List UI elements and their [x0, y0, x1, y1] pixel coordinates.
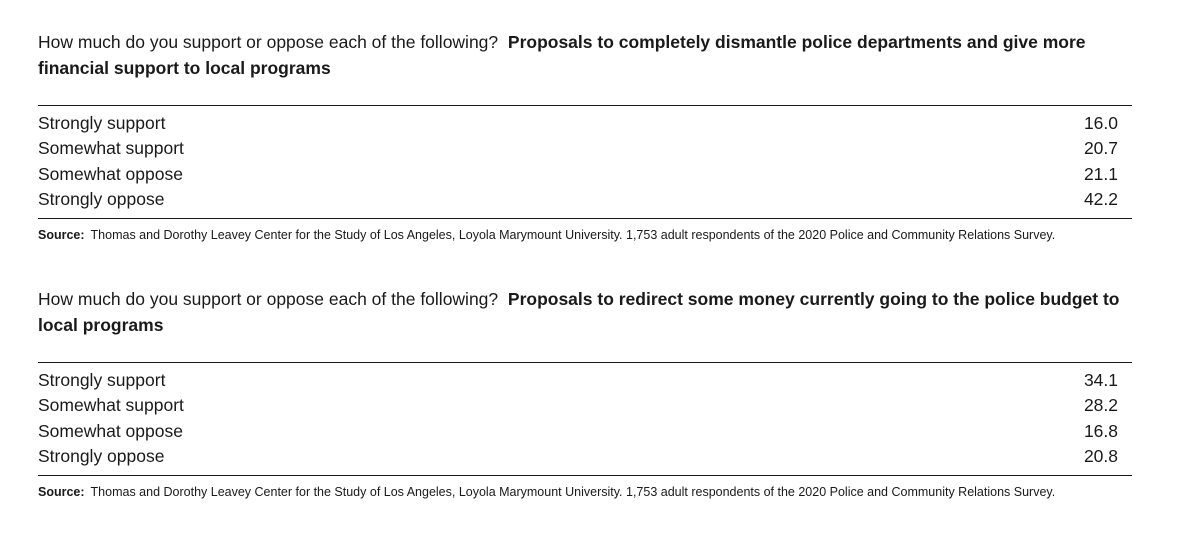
source-label: Source: — [38, 484, 85, 499]
table-row — [38, 162, 1132, 187]
source-text: Thomas and Dorothy Leavey Center for the Study of Los Angeles, Loyola Marymount University. 1,753 adult respondents of the 2020 Police and Community Relations Survey. — [90, 484, 1056, 499]
row-value: 28.2 — [1083, 395, 1118, 416]
source-text: Thomas and Dorothy Leavey Center for the Study of Los Angeles, Loyola Marymount University. 1,753 adult respondents of the 2020 Police and Community Relations Survey. — [90, 227, 1056, 242]
table-row — [38, 368, 1132, 393]
source-note — [38, 226, 1132, 244]
row-label: Strongly oppose — [38, 189, 165, 210]
question-topic: Proposals to redirect some money currently going to the police budget to local programs — [38, 289, 1120, 335]
question-text — [38, 29, 1132, 81]
question-lead: How much do you support or oppose each of the following? — [38, 289, 499, 309]
row-label: Somewhat support — [38, 395, 184, 416]
row-value: 20.8 — [1083, 446, 1118, 467]
row-label: Somewhat oppose — [38, 163, 183, 184]
row-label: Strongly support — [38, 113, 166, 133]
row-value: 42.2 — [1083, 189, 1118, 210]
source-note — [38, 483, 1132, 501]
row-label: Strongly oppose — [38, 446, 165, 467]
table-bottom-rule — [38, 218, 1132, 219]
table-bottom-rule — [38, 475, 1132, 476]
row-label: Strongly support — [38, 370, 166, 390]
row-value: 16.8 — [1083, 420, 1118, 441]
table-row — [38, 136, 1132, 161]
row-value: 34.1 — [1083, 370, 1118, 390]
question-topic: Proposals to completely dismantle police departments and give more financial support to local programs — [38, 32, 1086, 78]
row-label: Somewhat oppose — [38, 420, 183, 441]
table-row — [38, 444, 1132, 469]
question-lead: How much do you support or oppose each of the following? — [38, 32, 499, 52]
table-row — [38, 111, 1132, 136]
row-value: 16.0 — [1083, 113, 1118, 133]
table-row — [38, 393, 1132, 418]
row-value: 20.7 — [1083, 138, 1118, 159]
table-body — [38, 106, 1132, 213]
question-text — [38, 286, 1132, 338]
row-value: 21.1 — [1083, 163, 1118, 184]
survey-table-redirect — [38, 286, 1132, 501]
row-label: Somewhat support — [38, 138, 184, 159]
survey-table-dismantle — [38, 29, 1132, 244]
table-row — [38, 419, 1132, 444]
table-row — [38, 187, 1132, 212]
source-label: Source: — [38, 227, 85, 242]
table-body — [38, 363, 1132, 470]
